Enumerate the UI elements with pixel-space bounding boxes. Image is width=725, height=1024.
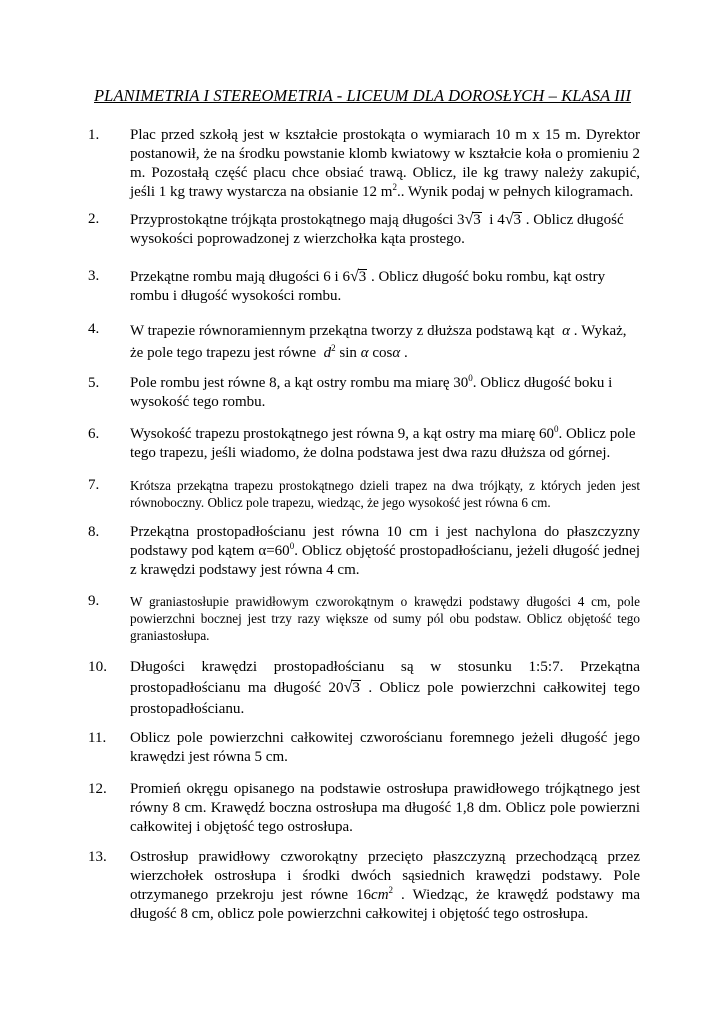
- task-text: Wysokość trapezu prostokątnego jest równa 9, a kąt ostry ma miarę $60^0$. Oblicz pole tego trapezu, jeśli wiadomo, że dolna podstawa jest dwa razu dłuższa od górnej.: [130, 424, 636, 461]
- task-number: 4.: [88, 321, 100, 337]
- task-text: Promień okręgu opisanego na podstawie ostrosłupa prawidłowego trójkątnego jest równy 8 cm. Krawędź boczna ostrosłupa ma długość 1,8 dm. Oblicz pole powierzni całkowitej i objętość tego ostrosłupa.: [130, 781, 640, 835]
- task-number: 11.: [88, 730, 107, 746]
- task-number: 9.: [88, 593, 100, 609]
- task-number: 8.: [88, 524, 100, 540]
- task-text: W trapezie równoramiennym przekątna tworzy z dłuższa podstawą kąt α . Wykaż, że pole tego trapezu jest równe $d^2$ sin α cosα .: [130, 323, 627, 361]
- math-4-sqrt-3: 4√3: [497, 211, 521, 228]
- math-16cm2: $16cm^2$: [356, 885, 394, 903]
- math-formula: $d^2$ sin α cosα: [323, 343, 401, 361]
- task-text: Przyprostokątne trójkąta prostokątnego mają długości 3√3 i 4√3 . Oblicz długość wysokości poprowadzonej z wierzchołka kąta prostego.: [130, 211, 624, 247]
- math-6-sqrt-3: 6√3: [342, 268, 367, 285]
- task-number: 7.: [88, 477, 100, 493]
- task-number: 10.: [88, 658, 107, 675]
- task-number: 1.: [88, 127, 100, 143]
- task-text: Plac przed szkołą jest w kształcie prostokąta o wymiarach 10 m x 15 m. Dyrektor postanowił, że na środku powstanie klomb kwiatowy w kształcie koła o promieniu 2 m. Pozostałą część placu chce obsiać trawą. Oblicz, ile kg trawy należy zakupić, jeśli 1 kg trawy wystarcza na obsianie 12 $m^2$.. Wynik podaj w pełnych kilogramach.: [130, 127, 640, 200]
- task-number: 5.: [88, 375, 100, 391]
- task-number: 6.: [88, 426, 100, 442]
- task-number: 2.: [88, 211, 100, 227]
- task-text: Ostrosłup prawidłowy czworokątny przecięto płaszczyzną przechodzącą przez wierzchołek ostrosłupa i środki dwóch sąsiednich krawędzi podstawy. Pole otrzymanego przekroju jest równe $16cm^2$ . Wiedząc, że krawędź podstawy ma długość 8 cm, oblicz pole powierzchni całkowitej i objętość tego ostrosłupa.: [130, 849, 641, 922]
- math-3-sqrt-3: 3√3: [457, 211, 481, 228]
- task-number: 12.: [88, 781, 107, 797]
- task-text: Przekątna prostopadłościanu jest równa 10 cm i jest nachylona do płaszczyzny podstawy pod kątem $\alpha=60^0$. Oblicz objętość prostopadłościanu, jeżeli długość jednej z krawędzi podstawy jest równa 4 cm.: [130, 524, 640, 578]
- task-text: Przekątne rombu mają długości 6 i 6√3 . Oblicz długość boku rombu, kąt ostry rombu i długość wysokości rombu.: [130, 268, 606, 304]
- math-20-sqrt-3: 20√3: [328, 679, 360, 696]
- task-text: W graniastosłupie prawidłowym czworokątnym o krawędzi podstawy długości 4 cm, pole powierzchni bocznej jest trzy razy większe od sumy pól obu podstaw. Oblicz objętość tego graniastosłupa.: [130, 594, 640, 643]
- task-text: Oblicz pole powierzchni całkowitej czworościanu foremnego jeżeli długość jego krawędzi jest równa 5 cm.: [130, 730, 640, 765]
- page-title: PLANIMETRIA I STEREOMETRIA - LICEUM DLA DOROSŁYCH – KLASA III: [94, 86, 631, 105]
- task-text: Pole rombu jest równe 8, a kąt ostry rombu ma miarę $30^0$. Oblicz długość boku i wysokość tego rombu.: [130, 373, 613, 410]
- task-text: Krótsza przekątna trapezu prostokątnego dzieli trapez na dwa trójkąty, z których jeden jest równoboczny. Oblicz pole trapezu, wiedząc, że jego wysokość jest równa 6 cm.: [130, 478, 640, 510]
- task-text: Długości krawędzi prostopadłościanu są w stosunku 1:5:7. Przekątna prostopadłościanu ma długość 20√3 . Oblicz pole powierzchni całkowitej tego prostopadłościanu.: [130, 658, 640, 717]
- task-number: 3.: [88, 268, 100, 284]
- task-number: 13.: [88, 849, 107, 865]
